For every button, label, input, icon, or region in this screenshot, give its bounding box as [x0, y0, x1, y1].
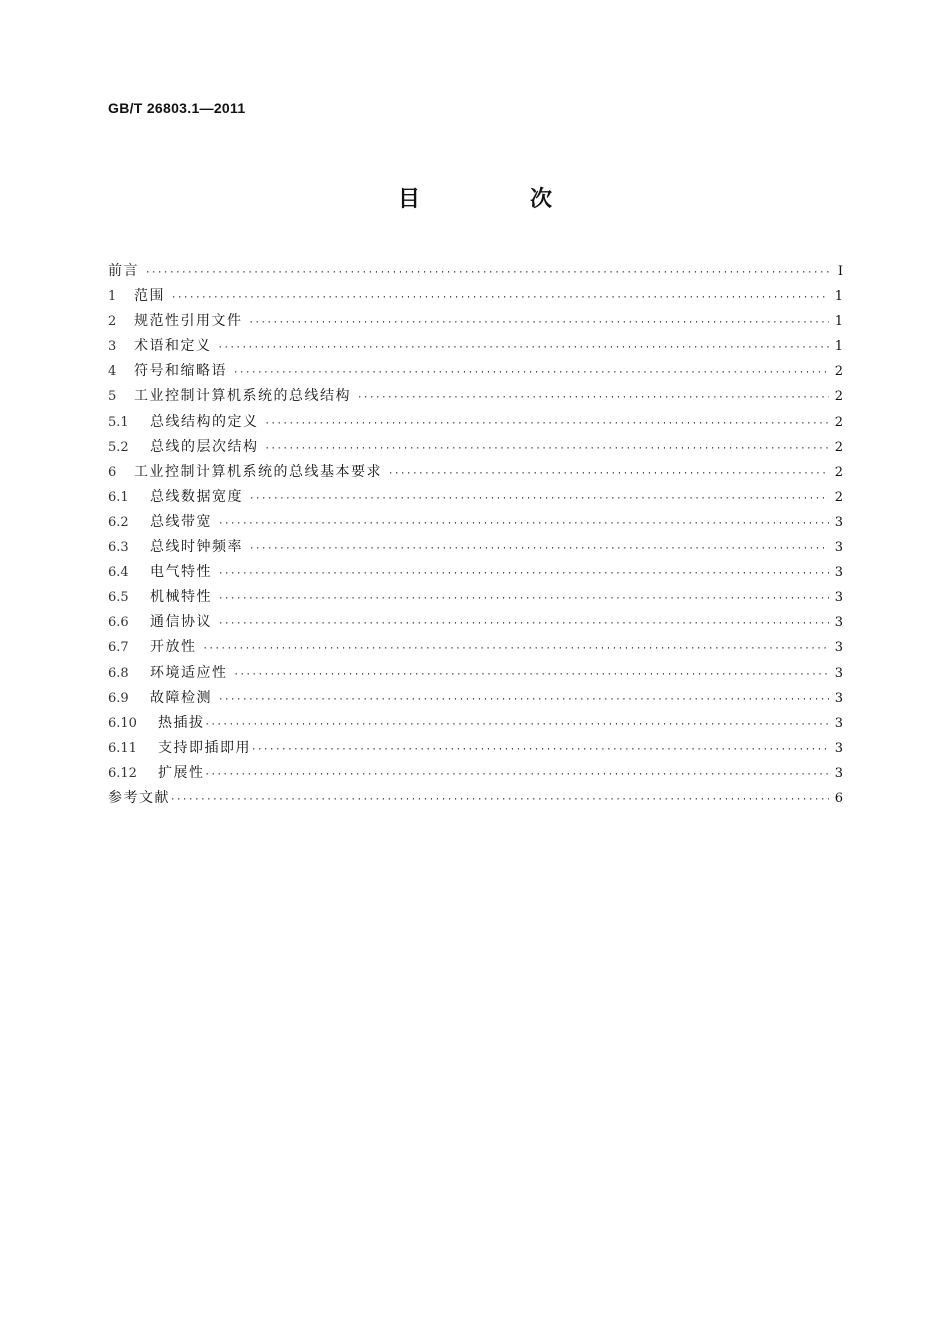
toc-entry[interactable] [108, 460, 843, 485]
toc-entry-title: 环境适应性 [150, 664, 228, 681]
toc-entry-page: 2 [834, 489, 843, 505]
standard-code: GB/T 26803.1—2011 [108, 100, 246, 116]
toc-entry-title: 热插拔 [158, 714, 205, 731]
toc-entry-number: 5.1 [108, 414, 129, 430]
toc-entry-title: 工业控制计算机系统的总线结构 [134, 388, 351, 405]
toc-entry-number: 1 [108, 289, 117, 305]
toc-entry-page: 1 [834, 289, 843, 305]
table-of-contents [108, 259, 843, 811]
toc-entry-number: 3 [108, 339, 117, 355]
toc-entry-page: 3 [834, 690, 843, 706]
toc-entry-page: 1 [834, 339, 843, 355]
toc-entry[interactable] [108, 786, 843, 811]
toc-entry[interactable] [108, 259, 843, 284]
toc-entry-title: 故障检测 [150, 689, 212, 706]
toc-entry-title: 总线的层次结构 [150, 438, 259, 455]
toc-entry[interactable] [108, 410, 843, 435]
toc-entry-number: 6.5 [108, 590, 129, 606]
toc-entry-title: 术语和定义 [134, 338, 212, 355]
toc-entry[interactable] [108, 485, 843, 510]
toc-entry[interactable] [108, 661, 843, 686]
toc-dot-leader [249, 487, 829, 510]
toc-dot-leader [218, 512, 829, 535]
toc-entry-title: 参考文献 [108, 789, 170, 806]
toc-entry-title: 符号和缩略语 [134, 363, 227, 380]
toc-entry-page: 2 [834, 389, 843, 405]
toc-entry-page: 3 [834, 565, 843, 581]
toc-entry-title: 前言 [108, 263, 139, 279]
toc-entry-title: 总线时钟频率 [150, 539, 243, 556]
toc-dot-leader [234, 663, 829, 686]
toc-entry-number: 6.10 [108, 715, 137, 731]
toc-entry[interactable] [108, 761, 843, 786]
toc-entry-number: 6 [108, 464, 117, 480]
toc-entry[interactable] [108, 535, 843, 560]
toc-entry-number: 5.2 [108, 439, 129, 455]
toc-entry-page: 3 [834, 640, 843, 656]
toc-entry-page: 2 [834, 364, 843, 380]
toc-entry[interactable] [108, 435, 843, 460]
toc-entry[interactable] [108, 309, 843, 334]
toc-dot-leader [145, 261, 829, 284]
toc-entry-number: 6.1 [108, 489, 129, 505]
toc-entry-page: 3 [834, 740, 843, 756]
toc-dot-leader [388, 462, 829, 485]
toc-entry-page: 6 [834, 790, 843, 806]
toc-entry-number: 6.2 [108, 514, 129, 530]
toc-entry-title: 开放性 [150, 639, 197, 656]
toc-entry[interactable] [108, 711, 843, 736]
toc-entry-title: 支持即插即用 [158, 739, 251, 756]
toc-entry-title: 工业控制计算机系统的总线基本要求 [134, 463, 382, 480]
toc-entry-title: 总线带宽 [150, 513, 212, 530]
toc-entry-page: 1 [834, 314, 843, 330]
toc-dot-leader [357, 386, 829, 409]
toc-entry-title: 范围 [134, 288, 165, 305]
toc-dot-leader [265, 412, 829, 435]
toc-dot-leader [205, 713, 829, 736]
toc-entry[interactable] [108, 610, 843, 635]
toc-entry-page: 3 [834, 665, 843, 681]
page-title: 目 次 [397, 187, 596, 212]
toc-entry-title: 机械特性 [150, 589, 212, 606]
toc-entry-page: 3 [834, 715, 843, 731]
toc-entry-title: 扩展性 [158, 764, 205, 781]
toc-entry[interactable] [108, 384, 843, 409]
toc-entry[interactable] [108, 686, 843, 711]
toc-entry-number: 6.8 [108, 665, 129, 681]
toc-entry[interactable] [108, 736, 843, 761]
toc-dot-leader [218, 587, 829, 610]
toc-entry-number: 6.9 [108, 690, 129, 706]
toc-entry-title: 规范性引用文件 [134, 313, 243, 330]
toc-entry-page: Ⅰ [837, 264, 843, 279]
toc-entry-page: 2 [834, 464, 843, 480]
toc-dot-leader [218, 336, 829, 359]
toc-entry-page: 3 [834, 514, 843, 530]
toc-entry-title: 通信协议 [150, 614, 212, 631]
toc-entry[interactable] [108, 585, 843, 610]
toc-entry-number: 6.12 [108, 765, 137, 781]
toc-entry-number: 5 [108, 389, 117, 405]
toc-entry-page: 3 [834, 590, 843, 606]
toc-entry-title: 总线数据宽度 [150, 488, 243, 505]
toc-entry-number: 6.3 [108, 540, 129, 556]
toc-dot-leader [249, 311, 829, 334]
toc-entry-number: 6.6 [108, 615, 129, 631]
toc-entry-page: 3 [834, 540, 843, 556]
toc-entry-title: 总线结构的定义 [150, 413, 259, 430]
toc-entry-page: 2 [834, 439, 843, 455]
toc-dot-leader [171, 286, 829, 309]
toc-entry[interactable] [108, 635, 843, 660]
toc-entry-page: 3 [834, 615, 843, 631]
toc-entry[interactable] [108, 560, 843, 585]
toc-entry-number: 4 [108, 364, 117, 380]
toc-dot-leader [265, 437, 829, 460]
toc-entry-number: 6.7 [108, 640, 129, 656]
toc-dot-leader [249, 537, 829, 560]
toc-dot-leader [203, 637, 829, 660]
toc-entry[interactable] [108, 510, 843, 535]
toc-entry[interactable] [108, 334, 843, 359]
toc-dot-leader [233, 361, 829, 384]
toc-dot-leader [218, 688, 829, 711]
toc-entry-number: 2 [108, 314, 117, 330]
toc-entry-page: 3 [834, 765, 843, 781]
toc-entry-number: 6.4 [108, 565, 129, 581]
toc-entry-page: 2 [834, 414, 843, 430]
toc-dot-leader [218, 612, 829, 635]
toc-entry-number: 6.11 [108, 740, 137, 756]
toc-dot-leader [218, 562, 829, 585]
toc-entry[interactable] [108, 284, 843, 309]
toc-entry[interactable] [108, 359, 843, 384]
toc-dot-leader [205, 763, 829, 786]
toc-dot-leader [170, 788, 829, 811]
toc-entry-title: 电气特性 [150, 564, 212, 581]
toc-dot-leader [251, 738, 829, 761]
